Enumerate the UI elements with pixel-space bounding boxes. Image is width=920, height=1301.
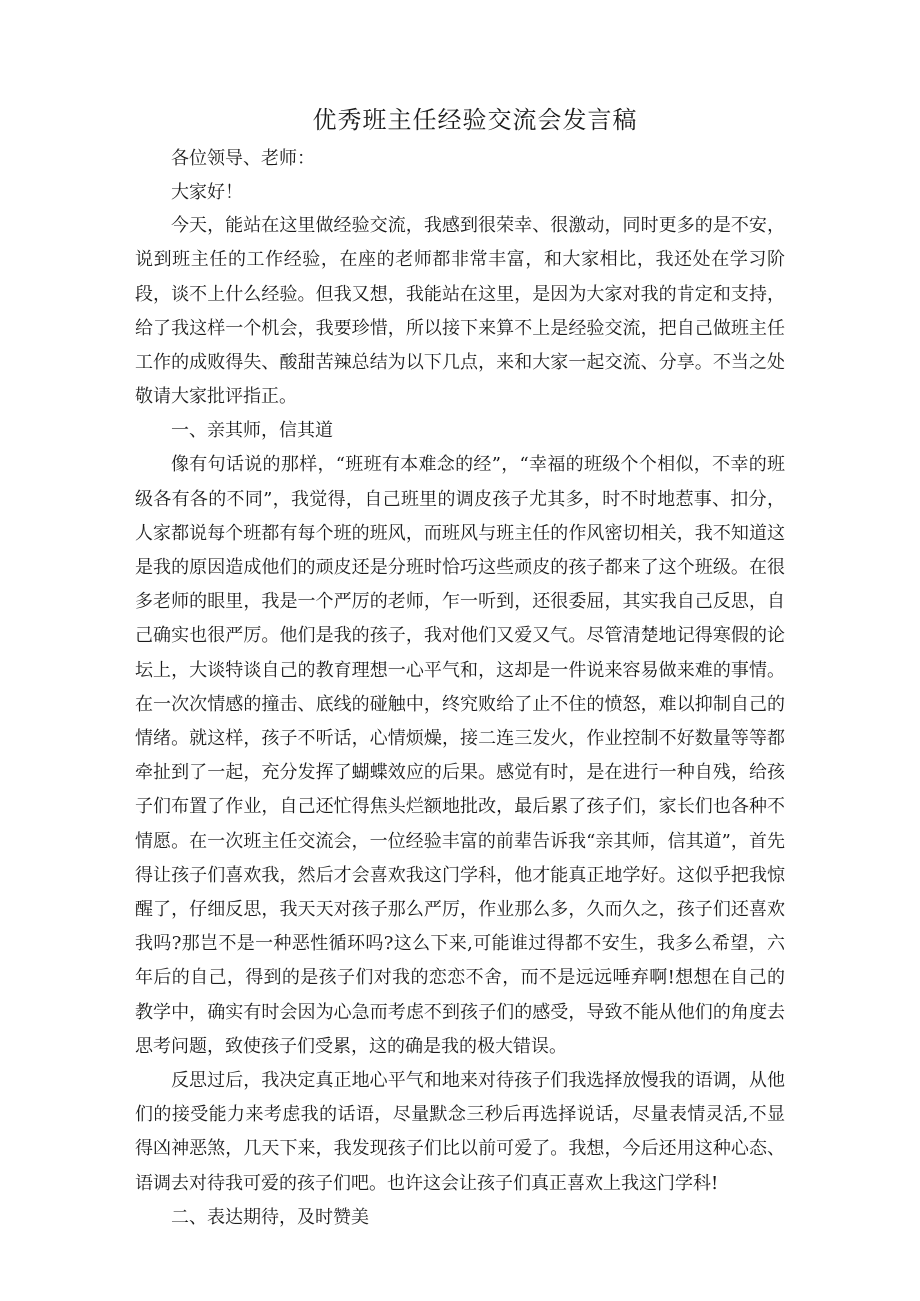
salutation: 各位领导、老师： <box>171 148 315 169</box>
paragraph-section-1: 像有句话说的那样，“班班有本难念的经”，“幸福的班级个个相似，不幸的班级各有各的不同”，我觉得，自己班里的调皮孩子尤其多，时不时地惹事、扣分，人家都说每个班都有每个班的班风，而班风与班主任的作风密切相关，我不知道这是我的原因造成他们的顽皮还是分班时恰巧这些顽皮的孩子都来了这个班级。在很多老师的眼里，我是一个严厉的老师，乍一听到，还很委屈，其实我自己反思，自己确实也很严厉。他们是我的孩子，我对他们又爱又气。尽管清楚地记得寒假的论坛上，大谈特谈自己的教育理想一心平气和，这却是一件说来容易做来难的事情。在一次次情感的撞击、底线的碰触中，终究败给了止不住的愤怒，难以抑制自己的情绪。就这样，孩子不听话，心情烦燥，接二连三发火，作业控制不好数量等等都牵扯到了一起，充分发挥了蝴蝶效应的后果。感觉有时，是在进行一种自残，给孩子们布置了作业，自己还忙得焦头烂额地批改，最后累了孩子们，家长们也各种不情愿。在一次班主任交流会，一位经验丰富的前辈告诉我“亲其师，信其道”，首先得让孩子们喜欢我，然后才会喜欢我这门学科，他才能真正地学好。这似乎把我惊醒了，仔细反思，我天天对孩子那么严厉，作业那么多，久而久之，孩子们还喜欢我吗?那岂不是一种恶性循环吗?这么下来,可能谁过得都不安生，我多么希望，六年后的自己，得到的是孩子们对我的恋恋不舍，而不是远远唾弃啊!想想在自己的教学中，确实有时会因为心急而考虑不到孩子们的感受，导致不能从他们的角度去思考问题，致使孩子们受累，这的确是我的极大错误。 <box>135 454 785 1057</box>
section-heading-2: 二、表达期待，及时赞美 <box>171 1206 369 1228</box>
document-page <box>135 100 785 1235</box>
paragraph-intro: 今天，能站在这里做经验交流，我感到很荣幸、很激动，同时更多的是不安，说到班主任的工作经验，在座的老师都非常丰富，和大家相比，我还处在学习阶段，谈不上什么经验。但我又想，我能站在这里，是因为大家对我的肯定和支持，给了我这样一个机会，我要珍惜，所以接下来算不上是经验交流，把自己做班主任工作的成败得失、酸甜苦辣总结为以下几点，来和大家一起交流、分享。不当之处敬请大家批评指正。 <box>135 215 785 408</box>
document-title: 优秀班主任经验交流会发言稿 <box>312 106 638 134</box>
greeting: 大家好！ <box>171 181 243 203</box>
paragraph-reflection: 反思过后，我决定真正地心平气和地来对待孩子们我选择放慢我的语调，从他们的接受能力来考虑我的话语，尽量默念三秒后再选择说话，尽量表情灵活,不显得凶神恶煞，几天下来，我发现孩子们比以前可爱了。我想，今后还用这种心态、语调去对待我可爱的孩子们吧。也许这会让孩子们真正喜欢上我这门学科! <box>135 1070 785 1194</box>
section-heading-1: 一、亲其师，信其道 <box>171 420 333 442</box>
